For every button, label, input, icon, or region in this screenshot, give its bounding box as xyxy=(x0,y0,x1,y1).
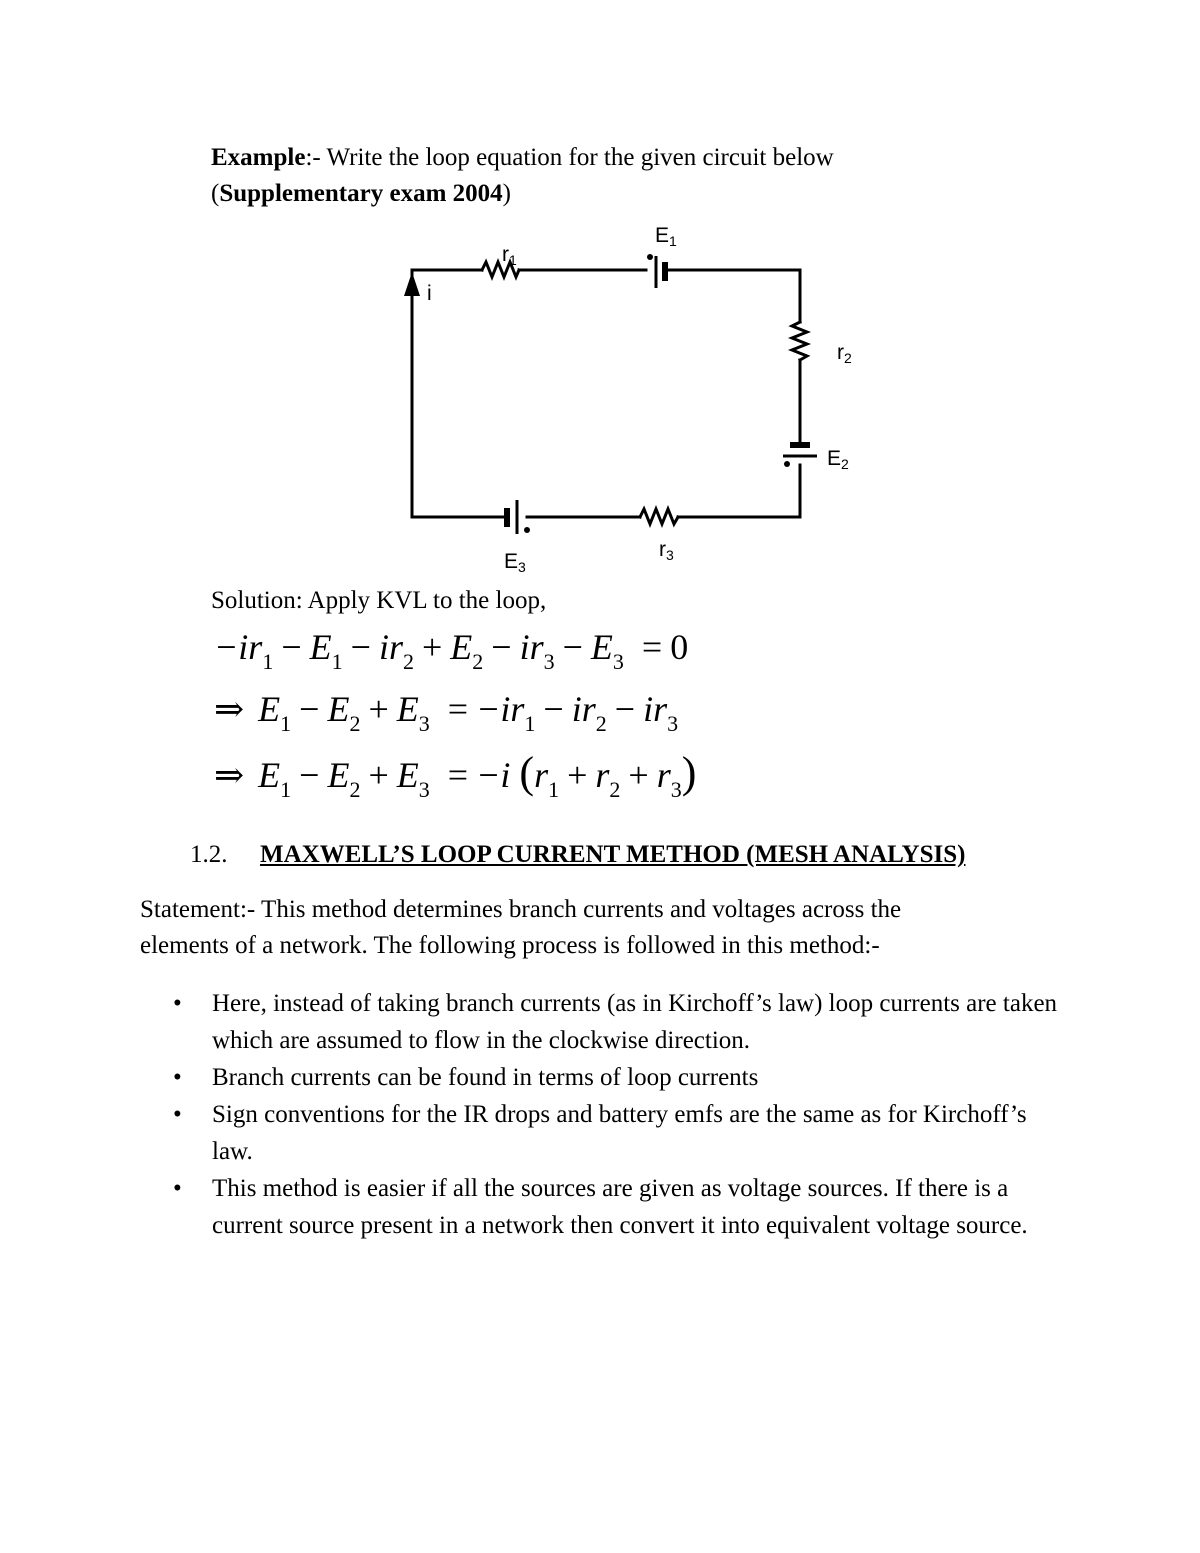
implies-symbol: ⇒ xyxy=(214,689,245,729)
label-r3: $r_3$ xyxy=(659,538,674,563)
statement-line-1: Statement:- This method determines branch currents and voltages across the xyxy=(140,896,902,923)
bullet-list xyxy=(140,985,1060,1244)
battery-e2-polarity-dot xyxy=(784,461,790,467)
example-label: Example xyxy=(211,144,306,171)
source-open-paren: ( xyxy=(211,180,220,207)
list-item: • Branch currents can be found in terms of loop currents xyxy=(140,1059,1060,1096)
bullet-icon: • xyxy=(173,1175,182,1202)
battery-e2 xyxy=(783,445,817,456)
label-current: i xyxy=(427,282,432,305)
implies-symbol: ⇒ xyxy=(214,755,245,795)
battery-e3-polarity-dot xyxy=(524,527,530,533)
label-e2: $E_2$ xyxy=(827,447,849,472)
list-item: • Sign conventions for the IR drops and battery emfs are the same as for Kirchoff’s law. xyxy=(140,1096,1060,1170)
resistor-r3 xyxy=(640,509,678,524)
label-r2: $r_2$ xyxy=(837,341,852,366)
bullet-icon: • xyxy=(173,1101,182,1128)
current-arrow-icon xyxy=(404,272,420,296)
source-text: Supplementary exam 2004 xyxy=(219,180,503,207)
equation-2: ⇒ $E_1 - E_2 + E_3 = -ir_1 - ir_2 - ir_3$ xyxy=(214,689,679,736)
solution-intro: Solution: Apply KVL to the loop, xyxy=(211,587,547,614)
bullet-icon: • xyxy=(173,1064,182,1091)
label-r1: $r_1$ xyxy=(502,243,517,268)
battery-e1-polarity-dot xyxy=(647,254,653,260)
list-item: • This method is easier if all the sources are given as voltage sources. If there is a current source present in a network then convert it into equivalent voltage source. xyxy=(140,1170,1060,1244)
list-item: • Here, instead of taking branch currents (as in Kirchoff’s law) loop currents are taken which are assumed to flow in the clockwise direction. xyxy=(140,985,1060,1059)
label-e3: $E_3$ xyxy=(504,550,526,575)
circuit-diagram xyxy=(0,0,1200,600)
label-e1: $E_1$ xyxy=(655,224,677,249)
equation-1: $-ir_1 - E_1 - ir_2 + E_2 - ir_3 - E_3 = 0$ xyxy=(214,627,689,674)
equation-3: ⇒ $E_1 - E_2 + E_3 = -i$ $(r_1 + r_2 + r_3)$ xyxy=(214,748,697,802)
source-close-paren: ) xyxy=(502,180,511,207)
bullet-icon: • xyxy=(173,990,182,1017)
example-text: :- Write the loop equation for the given circuit below xyxy=(305,144,834,171)
battery-e1 xyxy=(656,256,665,288)
statement-line-2: elements of a network. The following process is followed in this method:- xyxy=(140,932,880,959)
section-title: MAXWELL’S LOOP CURRENT METHOD (MESH ANALYSIS) xyxy=(260,841,966,868)
resistor-r2 xyxy=(792,322,807,360)
battery-e3 xyxy=(507,500,517,534)
section-number: 1.2. xyxy=(190,841,228,868)
